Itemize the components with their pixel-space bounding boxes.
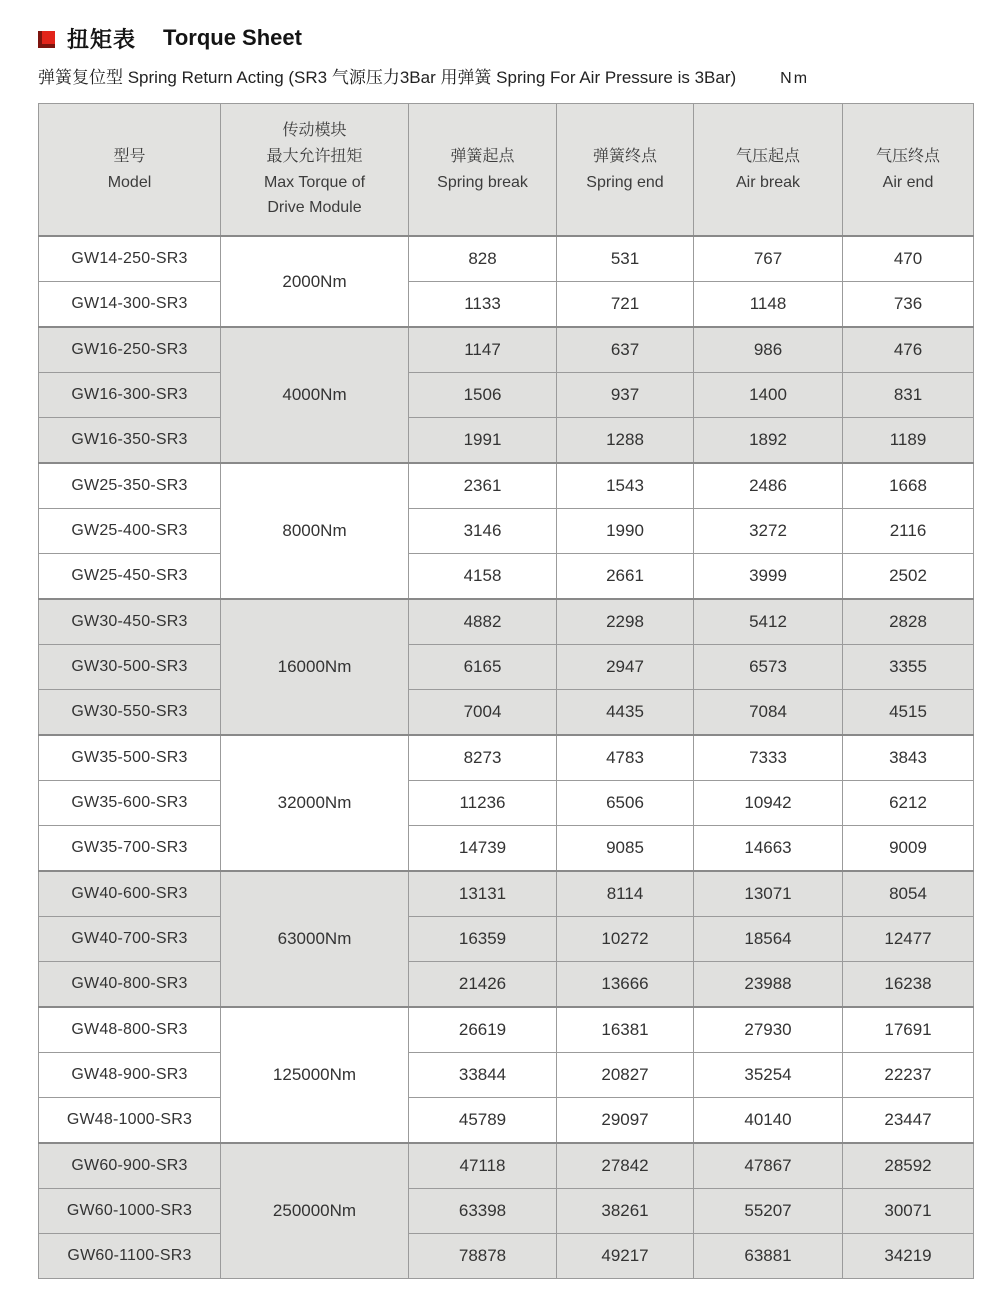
torque-table-header: [39, 104, 974, 237]
spring-end-cell: 13666: [557, 962, 694, 1008]
header-line: 弹簧终点: [592, 147, 657, 165]
air-break-cell: 14663: [694, 826, 843, 872]
air-end-cell: 28592: [843, 1143, 974, 1189]
model-cell: GW16-250-SR3: [39, 327, 221, 373]
max-torque-cell: 4000Nm: [221, 327, 409, 463]
air-break-cell: 3999: [694, 554, 843, 600]
torque-table-body: [39, 236, 974, 1279]
spring-end-cell: 2298: [557, 599, 694, 645]
spring-break-cell: 16359: [409, 917, 557, 962]
air-break-cell: 40140: [694, 1098, 843, 1144]
spring-end-cell: 2947: [557, 645, 694, 690]
spring-end-cell: 937: [557, 373, 694, 418]
spring-break-cell: 8273: [409, 735, 557, 781]
table-row: [39, 826, 974, 872]
air-end-cell: 12477: [843, 917, 974, 962]
header-line: Drive Module: [267, 199, 362, 217]
header-line: Spring break: [437, 173, 528, 191]
table-row: [39, 917, 974, 962]
air-break-cell: 767: [694, 236, 843, 282]
page-title-en: Torque Sheet: [163, 25, 302, 50]
model-cell: GW48-800-SR3: [39, 1007, 221, 1053]
column-header-spring-end: [557, 104, 694, 237]
spring-end-cell: 1543: [557, 463, 694, 509]
spring-break-cell: 11236: [409, 781, 557, 826]
unit-label: Nm: [780, 70, 810, 87]
model-cell: GW30-450-SR3: [39, 599, 221, 645]
max-torque-cell: 16000Nm: [221, 599, 409, 735]
column-header-spring-break: [409, 104, 557, 237]
table-row: [39, 1143, 974, 1189]
spring-end-cell: 4783: [557, 735, 694, 781]
spring-end-cell: 16381: [557, 1007, 694, 1053]
spring-end-cell: 8114: [557, 871, 694, 917]
model-cell: GW25-450-SR3: [39, 554, 221, 600]
header-line: 弹簧起点: [450, 147, 515, 165]
column-header-max-torque: [221, 104, 409, 237]
table-row: [39, 690, 974, 736]
model-cell: GW25-400-SR3: [39, 509, 221, 554]
spring-break-cell: 828: [409, 236, 557, 282]
header-row: [39, 104, 974, 237]
air-end-cell: 1189: [843, 418, 974, 464]
air-end-cell: 34219: [843, 1234, 974, 1279]
spring-break-cell: 4882: [409, 599, 557, 645]
max-torque-cell: 8000Nm: [221, 463, 409, 599]
spring-end-cell: 6506: [557, 781, 694, 826]
table-row: [39, 282, 974, 328]
header-line: 气压终点: [875, 147, 940, 165]
air-end-cell: 17691: [843, 1007, 974, 1053]
max-torque-cell: 250000Nm: [221, 1143, 409, 1279]
spring-end-cell: 10272: [557, 917, 694, 962]
spring-end-cell: 531: [557, 236, 694, 282]
table-row: [39, 509, 974, 554]
air-break-cell: 1400: [694, 373, 843, 418]
max-torque-cell: 125000Nm: [221, 1007, 409, 1143]
header-line: 型号: [113, 147, 146, 165]
air-end-cell: 23447: [843, 1098, 974, 1144]
model-cell: GW35-600-SR3: [39, 781, 221, 826]
table-row: [39, 1053, 974, 1098]
model-cell: GW14-300-SR3: [39, 282, 221, 328]
air-break-cell: 5412: [694, 599, 843, 645]
air-end-cell: 476: [843, 327, 974, 373]
spring-break-cell: 78878: [409, 1234, 557, 1279]
air-break-cell: 7084: [694, 690, 843, 736]
table-row: [39, 554, 974, 600]
table-row: [39, 735, 974, 781]
spring-end-cell: 721: [557, 282, 694, 328]
spring-end-cell: 29097: [557, 1098, 694, 1144]
spring-break-cell: 63398: [409, 1189, 557, 1234]
air-end-cell: 831: [843, 373, 974, 418]
spring-break-cell: 13131: [409, 871, 557, 917]
header-line: 传动模块: [282, 121, 347, 139]
spring-break-cell: 6165: [409, 645, 557, 690]
subtitle-row: [38, 63, 1000, 88]
table-row: [39, 1007, 974, 1053]
model-cell: GW35-700-SR3: [39, 826, 221, 872]
torque-table: [38, 103, 974, 1279]
air-break-cell: 1148: [694, 282, 843, 328]
table-row: [39, 1098, 974, 1144]
spring-end-cell: 9085: [557, 826, 694, 872]
table-row: [39, 463, 974, 509]
spring-break-cell: 47118: [409, 1143, 557, 1189]
spring-break-cell: 33844: [409, 1053, 557, 1098]
page-title: [38, 24, 1000, 52]
air-break-cell: 27930: [694, 1007, 843, 1053]
model-cell: GW14-250-SR3: [39, 236, 221, 282]
air-end-cell: 8054: [843, 871, 974, 917]
table-row: [39, 645, 974, 690]
header-line: Model: [107, 173, 152, 191]
air-break-cell: 35254: [694, 1053, 843, 1098]
air-break-cell: 13071: [694, 871, 843, 917]
model-cell: GW40-700-SR3: [39, 917, 221, 962]
column-header-air-break: [694, 104, 843, 237]
header-line: Air break: [735, 173, 801, 191]
table-row: [39, 1189, 974, 1234]
air-break-cell: 47867: [694, 1143, 843, 1189]
air-end-cell: 4515: [843, 690, 974, 736]
air-break-cell: 23988: [694, 962, 843, 1008]
spring-end-cell: 20827: [557, 1053, 694, 1098]
spring-break-cell: 2361: [409, 463, 557, 509]
air-end-cell: 3843: [843, 735, 974, 781]
model-cell: GW60-1000-SR3: [39, 1189, 221, 1234]
air-break-cell: 63881: [694, 1234, 843, 1279]
spring-break-cell: 1506: [409, 373, 557, 418]
table-row: [39, 236, 974, 282]
spring-break-cell: 4158: [409, 554, 557, 600]
spring-break-cell: 1133: [409, 282, 557, 328]
air-break-cell: 7333: [694, 735, 843, 781]
page-title-zh: 扭矩表: [67, 26, 137, 52]
model-cell: GW60-1100-SR3: [39, 1234, 221, 1279]
model-cell: GW25-350-SR3: [39, 463, 221, 509]
max-torque-cell: 32000Nm: [221, 735, 409, 871]
model-cell: GW48-1000-SR3: [39, 1098, 221, 1144]
spring-break-cell: 45789: [409, 1098, 557, 1144]
spring-end-cell: 49217: [557, 1234, 694, 1279]
column-header-air-end: [843, 104, 974, 237]
air-break-cell: 3272: [694, 509, 843, 554]
air-break-cell: 1892: [694, 418, 843, 464]
air-break-cell: 2486: [694, 463, 843, 509]
table-row: [39, 599, 974, 645]
air-break-cell: 55207: [694, 1189, 843, 1234]
air-end-cell: 30071: [843, 1189, 974, 1234]
model-cell: GW16-300-SR3: [39, 373, 221, 418]
air-break-cell: 6573: [694, 645, 843, 690]
spring-end-cell: 1288: [557, 418, 694, 464]
model-cell: GW30-500-SR3: [39, 645, 221, 690]
spring-break-cell: 7004: [409, 690, 557, 736]
spring-end-cell: 1990: [557, 509, 694, 554]
air-break-cell: 18564: [694, 917, 843, 962]
spring-break-cell: 26619: [409, 1007, 557, 1053]
air-break-cell: 10942: [694, 781, 843, 826]
air-end-cell: 1668: [843, 463, 974, 509]
subtitle-text: 弹簧复位型 Spring Return Acting (SR3 气源压力3Bar 用弹簧 Spring For Air Pressure is 3Bar): [38, 68, 737, 87]
model-cell: GW35-500-SR3: [39, 735, 221, 781]
model-cell: GW40-800-SR3: [39, 962, 221, 1008]
model-cell: GW60-900-SR3: [39, 1143, 221, 1189]
table-row: [39, 418, 974, 464]
spring-end-cell: 27842: [557, 1143, 694, 1189]
table-row: [39, 871, 974, 917]
spring-end-cell: 4435: [557, 690, 694, 736]
air-end-cell: 6212: [843, 781, 974, 826]
red-square-icon: [38, 31, 55, 48]
model-cell: GW48-900-SR3: [39, 1053, 221, 1098]
spring-break-cell: 1147: [409, 327, 557, 373]
model-cell: GW16-350-SR3: [39, 418, 221, 464]
table-row: [39, 327, 974, 373]
table-row: [39, 1234, 974, 1279]
spring-break-cell: 1991: [409, 418, 557, 464]
air-break-cell: 986: [694, 327, 843, 373]
model-cell: GW40-600-SR3: [39, 871, 221, 917]
header-line: 最大允许扭矩: [266, 147, 363, 165]
table-row: [39, 962, 974, 1008]
max-torque-cell: 63000Nm: [221, 871, 409, 1007]
spring-break-cell: 3146: [409, 509, 557, 554]
spring-break-cell: 14739: [409, 826, 557, 872]
table-row: [39, 781, 974, 826]
table-row: [39, 373, 974, 418]
air-end-cell: 16238: [843, 962, 974, 1008]
max-torque-cell: 2000Nm: [221, 236, 409, 327]
air-end-cell: 2828: [843, 599, 974, 645]
air-end-cell: 2116: [843, 509, 974, 554]
spring-end-cell: 2661: [557, 554, 694, 600]
spring-break-cell: 21426: [409, 962, 557, 1008]
header-line: Max Torque of: [263, 173, 366, 191]
air-end-cell: 9009: [843, 826, 974, 872]
air-end-cell: 736: [843, 282, 974, 328]
column-header-model: [39, 104, 221, 237]
header-line: 气压起点: [735, 147, 800, 165]
air-end-cell: 22237: [843, 1053, 974, 1098]
spring-end-cell: 637: [557, 327, 694, 373]
model-cell: GW30-550-SR3: [39, 690, 221, 736]
header-line: Spring end: [586, 173, 664, 191]
air-end-cell: 2502: [843, 554, 974, 600]
air-end-cell: 470: [843, 236, 974, 282]
air-end-cell: 3355: [843, 645, 974, 690]
header-line: Air end: [882, 173, 934, 191]
spring-end-cell: 38261: [557, 1189, 694, 1234]
